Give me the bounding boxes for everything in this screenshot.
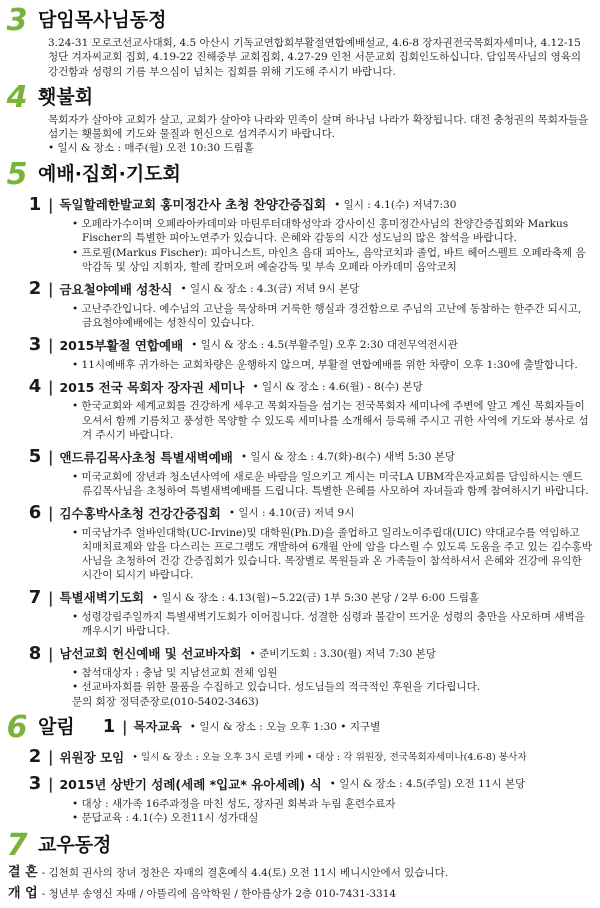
member-news-text: - 청년부 송영신 자매 / 아뜰리에 음악학원 / 한아름상가 2층 010-7431-3314 [41, 888, 397, 901]
item-title: 2015년 상반기 성례(세례 *입교* 유아세례) 식 [59, 777, 322, 793]
section-number: 7 [6, 828, 28, 864]
section-number: 3 [6, 3, 28, 38]
item-line: • 11시예배후 귀가하는 교회차량은 운행하지 않으며, 부활절 연합예배를 위한 차량이 오후 1:30에 출발합니다. [72, 358, 578, 371]
member-news-list [4, 864, 596, 903]
item-title: 특별새벽기도회 [59, 590, 145, 606]
item-line: • 성령강림주일까지 특별새벽기도회가 이어집니다. 성결한 심령과 불같이 뜨거운 성령의 충만을 사모하며 새벽을 깨우시기 바랍니다. [72, 611, 585, 638]
item-meta: • 일시 & 장소 : 4.6(월) - 8(수) 본당 [252, 380, 423, 393]
item-divider: | [48, 336, 54, 355]
item-line: • 대상 : 새가족 16주과정을 마친 성도, 장자권 회복과 누림 훈련수료자 [72, 797, 396, 810]
item-header [4, 375, 596, 399]
item-number: 3 [28, 773, 42, 795]
section-body [4, 113, 596, 156]
member-news-entry [4, 885, 596, 903]
item-line: • 문답교육 : 4.1(수) 오전11시 성가대실 [72, 812, 259, 825]
item-header [4, 745, 596, 769]
item-divider: | [48, 280, 54, 299]
item-body [4, 470, 596, 499]
item-divider: | [48, 377, 54, 396]
section-pastor-schedule [4, 3, 596, 38]
member-news-text: - 김천희 권사의 장녀 정찬은 자매의 결혼예식 4.4(토) 오전 11시 베니시안에서 있습니다. [41, 867, 449, 880]
item-meta: • 일시 & 장소 : 오늘 오후 3시 로뎀 카페 • 대상 : 각 위원장, 전국목회자세미나(4.6-8) 봉사자 [132, 751, 527, 763]
section-member-news [4, 828, 596, 864]
bulletin-page [0, 3, 600, 908]
item-meta: • 일시 & 장소 : 4.13(월)~5.22(금) 1부 5:30 본당 / 2부 6:00 드림홀 [152, 591, 480, 604]
section-torch-meeting [4, 79, 596, 115]
item-divider: | [48, 504, 54, 523]
item-divider: | [122, 717, 128, 736]
item-divider: | [48, 195, 54, 214]
item-header [4, 772, 596, 796]
item-line: 문의 회장 정덕준장로(010-5402-3463) [72, 695, 259, 708]
item-meta: • 준비기도회 : 3.30(월) 저녁 7:30 본당 [249, 647, 436, 660]
item-divider: | [48, 747, 54, 766]
item-title: 위원장 모임 [59, 749, 125, 765]
item-number: 1 [28, 193, 42, 215]
item-body [4, 217, 596, 274]
item-title: 독일할레한발교회 홍미정간사 초청 찬양간증집회 [59, 197, 327, 213]
torch-meeting-text: 목회자가 살아야 교회가 살고, 교회가 살아야 나라와 민족이 살며 하나님 나라가 확장됩니다. 대전 충청권의 목회자들을 섬기는 횃불회에 기도와 물질과 헌신으로 섬겨주시기 바랍니다. [48, 113, 589, 141]
item-body [4, 302, 596, 331]
item-meta: • 일시 & 장소 : 4.7(화)-8(수) 새벽 5:30 본당 [240, 451, 455, 464]
item-body [4, 399, 596, 442]
item-number: 4 [28, 375, 42, 397]
item-title: 앤드류김목사초청 특별새벽예배 [59, 449, 233, 465]
item-title: 남선교회 헌신예배 및 선교바자회 [59, 646, 242, 662]
item-line: • 미국교회에 장년과 청소년사역에 새로운 바람을 일으키고 계시는 미국LA UBM작은자교회를 담임하시는 앤드류김목사님을 초청하여 특별새벽예배를 드립니다. 특별한 은혜를 사모하여 자녀들과 함께 참여하시기 바랍니다. [72, 470, 589, 497]
item-header [4, 333, 596, 357]
item-title: 목자교육 [133, 719, 182, 735]
item-line: • 미국남가주 얼바인대학(UC-Irvine)및 대학원(Ph.D)을 졸업하고 일리노이주립대(UIC) 약대교수를 역임하고 치매치료제와 암을 다스리는 프로그램도 개발하여 6개월 안에 암을 다스릴 수 있도록 도움을 주고 있는 김수홍박사님을 초청하여 건강 간증집회가 있습니다. 목장별로 목원들과 온 가족들이 참석하셔서 은혜와 건강에 유익한 시간이 되시기 바랍니다. [72, 526, 592, 582]
item-line: • 오페라가수이며 오페라아카데미와 마틴루터대학성악과 강사이신 홍미정간사님의 찬양간증집회와 Markus Fischer의 특별한 피아노연주가 있습니다. 은혜와 감동의 시간 성도님의 많은 참석을 바랍니다. [72, 218, 569, 245]
item-number: 1 [102, 715, 116, 737]
item-title: 금요철야예배 성찬식 [59, 281, 173, 297]
section-title: 예배·집회·기도회 [38, 162, 181, 185]
item-meta: • 일시 & 장소 : 오늘 오후 1:30 • 지구별 [189, 720, 381, 733]
section-title: 알림 [38, 716, 75, 738]
item-header [4, 193, 596, 217]
item-meta: • 일시 & 장소 : 4.5(주일) 오전 11시 본당 [329, 778, 526, 791]
item-title: 김수홍박사초청 건강간증집회 [59, 505, 221, 521]
item-line: • 고난주간입니다. 예수님의 고난을 묵상하며 거룩한 행실과 경건함으로 주님의 고난에 동참하는 한주간 되시고, 금요철야예배에는 성찬식이 있습니다. [72, 302, 582, 329]
item-body [4, 610, 596, 639]
item-number: 2 [28, 745, 42, 767]
item-body [4, 526, 596, 583]
item-number: 7 [28, 586, 42, 608]
item-divider: | [48, 775, 54, 794]
item-header [4, 445, 596, 469]
item-meta: • 일시 & 장소 : 4.5(부활주일) 오후 2:30 대전무역전시관 [191, 339, 458, 352]
member-news-label: 개 업 [8, 886, 38, 902]
item-body [4, 797, 596, 826]
item-body [4, 358, 596, 372]
torch-meeting-info: • 일시 & 장소 : 매주(월) 오전 10:30 드림홀 [48, 142, 254, 155]
item-meta: • 일시 : 4.10(금) 저녁 9시 [228, 507, 355, 520]
item-number: 8 [28, 642, 42, 664]
section-title: 횃불회 [38, 85, 94, 108]
worship-item-list [4, 193, 596, 709]
item-header [4, 501, 596, 525]
item-number: 5 [28, 446, 42, 468]
section-title: 교우동정 [38, 834, 112, 857]
section-body [4, 36, 596, 79]
item-meta: • 일시 & 장소 : 4.3(금) 저녁 9시 본당 [180, 283, 360, 296]
item-number: 6 [28, 502, 42, 524]
item-divider: | [48, 588, 54, 607]
item-header [4, 277, 596, 301]
item-number: 3 [28, 334, 42, 356]
item-header [4, 709, 596, 745]
member-news-label: 결 혼 [8, 865, 38, 881]
section-worship [4, 156, 596, 192]
item-meta: • 일시 : 4.1(수) 저녁7:30 [334, 198, 457, 211]
pastor-schedule-text: 3.24-31 모로코선교사대회, 4.5 아산시 기독교연합회부활절연합예배설교, 4.6-8 장자권전국목회자세미나, 4.12-15 청단 겨자씨교회 집회, 4.19-22 진해중부 교회집회, 4.27-29 인천 서문교회 집회인도하십니다. 담임목사님의 영육의 강건함과 성령의 기름 부으심이 넘치는 집회를 위해 기도해 주시기 바랍니다. [48, 37, 582, 78]
section-number: 4 [6, 79, 28, 115]
item-divider: | [48, 644, 54, 663]
item-header [4, 586, 596, 610]
item-header [4, 642, 596, 666]
item-line: • 프로필(Markus Fischer): 피아니스트, 마인츠 음대 피아노, 음악코치과 졸업, 바트 헤어스펠트 오페라축제 음악감독 및 상임 지휘자, 할레 칼머오퍼 예술감독 및 부속 오페라 아카데미 음악코치 [72, 246, 586, 273]
item-line: • 한국교회와 세계교회를 건강하게 세우고 목회자들을 섬기는 전국목회자 세미나에 주변에 알고 계신 목회자들이 오셔서 함께 기름치고 풍성한 목양할 수 있도록 세미나를 소개해서 등록해 주시고 귀한 사역에 기도와 봉사로 섬겨 주시기 바랍니다. [72, 400, 589, 441]
item-divider: | [48, 448, 54, 467]
section-number: 6 [6, 709, 28, 745]
member-news-entry [4, 864, 596, 882]
item-line: • 참석대상자 : 충남 및 지남선교회 전체 임원 [72, 667, 278, 680]
section-title: 담임목사님동정 [38, 9, 167, 32]
item-title: 2015 전국 목회자 장자권 세미나 [59, 379, 245, 395]
notice-item-list [4, 709, 596, 825]
section-number: 5 [6, 156, 28, 192]
item-line: • 선교바자회를 위한 물품을 수집하고 있습니다. 성도님들의 적극적인 후원을 기다립니다. [72, 681, 481, 694]
item-title: 2015부활절 연합예배 [59, 337, 184, 353]
item-number: 2 [28, 278, 42, 300]
item-body [4, 666, 596, 709]
